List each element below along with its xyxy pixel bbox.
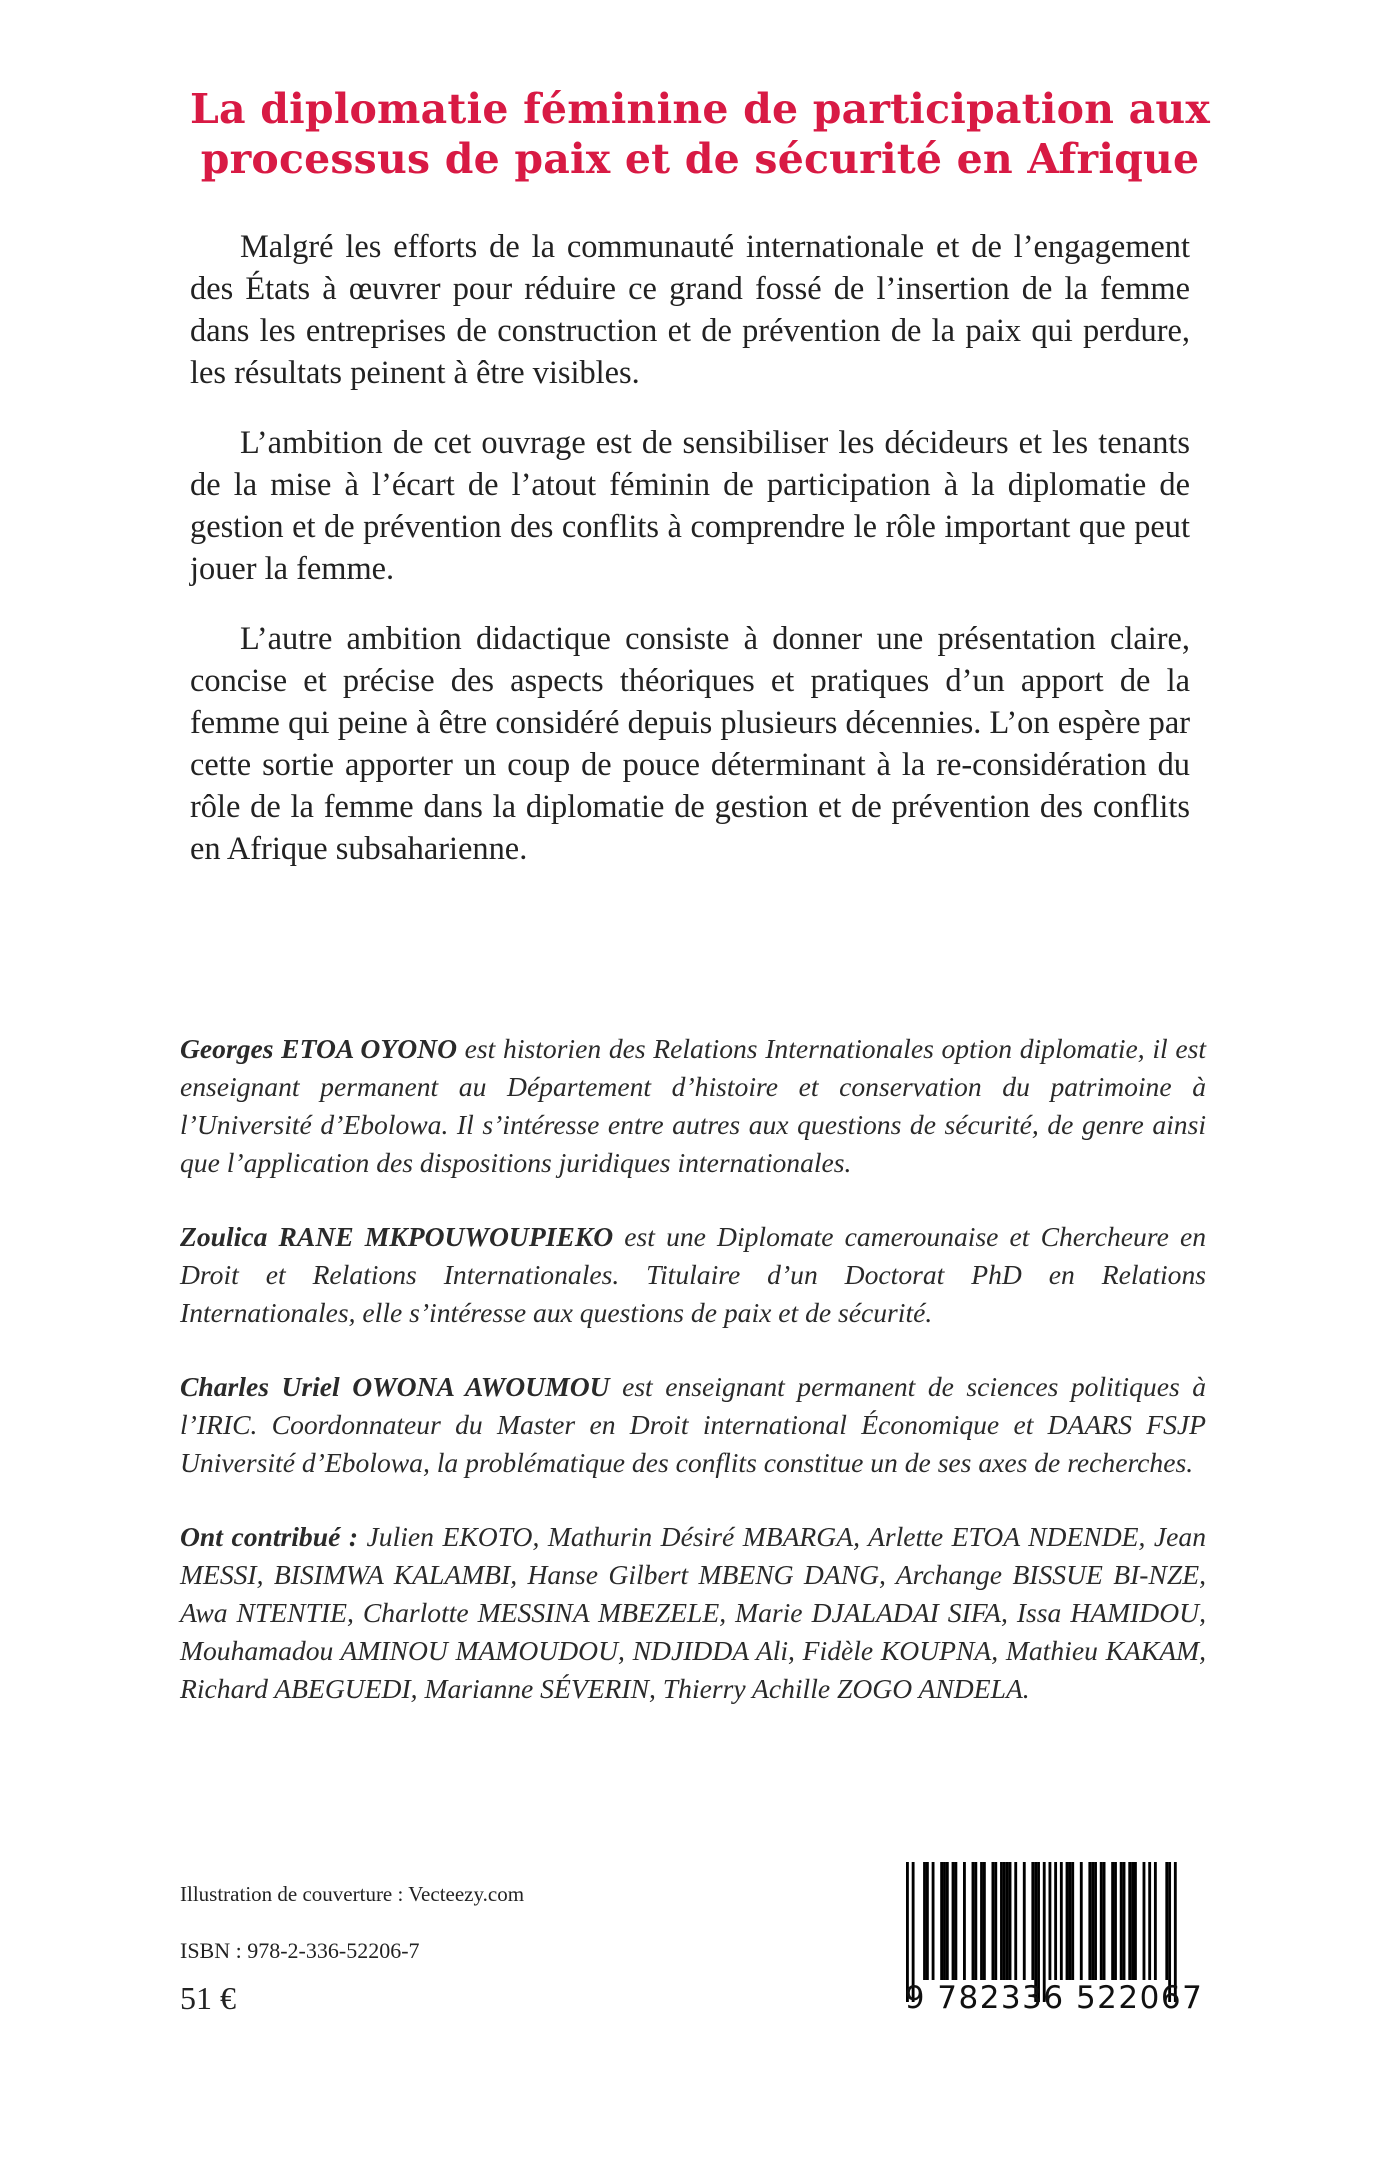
barcode-bar <box>1120 1862 1123 1980</box>
barcode-bar <box>926 1862 929 1980</box>
summary-paragraph: L’ambition de cet ouvrage est de sensibiliser les décideurs et les tenants de la mise à l’écart de l’atout féminin de participation à la diplomatie de gestion et de prévention des conflits à comprendre le rôle important que peut jouer la femme. <box>190 425 1190 587</box>
barcode-bar <box>932 1862 935 1980</box>
barcode-bar <box>1123 1862 1126 1980</box>
barcode-bar <box>1049 1862 1052 1980</box>
barcode-bar <box>946 1862 949 1980</box>
barcode-bar <box>1111 1862 1114 1980</box>
barcode-bar <box>1143 1862 1146 1980</box>
barcode-bar <box>1154 1862 1157 1980</box>
author-bio <box>180 1368 1206 1482</box>
barcode-bar <box>954 1862 957 1980</box>
author-bio <box>180 1218 1206 1332</box>
barcode-bar <box>992 1862 995 1980</box>
barcode-bar <box>1088 1862 1091 1980</box>
barcode-bar <box>972 1862 975 1980</box>
author-bios <box>180 1030 1206 1744</box>
barcode-bar <box>1134 1862 1137 1980</box>
author-name: Georges ETOA OYONO <box>180 1033 457 1064</box>
author-bio-text: est une Diplomate camerounaise et Chercheure en Droit et Relations Internationales. Titulaire d’un Doctorat PhD en Relations Internationales, elle s’intéresse aux questions de paix et de sécurité. <box>180 1221 1206 1328</box>
barcode-bar <box>1165 1862 1168 1980</box>
barcode-bar <box>1091 1862 1094 1980</box>
barcode-bar <box>1068 1862 1071 1980</box>
barcode-bar <box>1023 1862 1026 1980</box>
barcode-bar <box>1094 1862 1097 1980</box>
barcode-bar <box>1066 1862 1069 1980</box>
barcode-bar <box>1009 1862 1012 1980</box>
barcode-bar <box>943 1862 946 1980</box>
title-line-2: processus de paix et de sécurité en Afrique <box>200 135 1200 183</box>
barcode-bar <box>1128 1862 1131 1980</box>
author-name: Charles Uriel OWONA AWOUMOU <box>180 1371 610 1402</box>
price: 51 € <box>180 1980 236 2016</box>
barcode-bar <box>1131 1862 1134 1980</box>
barcode-bar <box>1148 1862 1151 1980</box>
barcode-bar <box>952 1862 955 1980</box>
barcode-bar <box>1103 1862 1106 1980</box>
barcode-digits: 9 782336 522067 <box>904 1980 1204 2016</box>
barcode-bar <box>1060 1862 1063 1980</box>
author-bio-text: est enseignant permanent de sciences politiques à l’IRIC. Coordonnateur du Master en Droit international Économique et DAARS FSJP Université d’Ebolowa, la problématique des conflits constitue un de ses axes de recherches. <box>180 1371 1206 1478</box>
barcode-bar <box>940 1862 943 1980</box>
author-name: Zoulica RANE MKPOUWOUPIEKO <box>180 1221 614 1252</box>
barcode-bar <box>980 1862 983 1980</box>
contributors <box>180 1518 1206 1708</box>
book-title <box>140 84 1260 184</box>
barcode-bar <box>1031 1862 1034 1980</box>
barcode-bar <box>923 1862 926 1980</box>
barcode-bar <box>1100 1862 1103 1980</box>
barcode-bar <box>1006 1862 1009 1980</box>
barcode-bar <box>983 1862 986 1980</box>
illustration-credit: Illustration de couverture : Vecteezy.com <box>180 1882 525 1906</box>
barcode-bar <box>1014 1862 1017 1980</box>
barcode-bar <box>974 1862 977 1980</box>
summary-paragraph: Malgré les efforts de la communauté internationale et de l’engagement des États à œuvrer pour réduire ce grand fossé de l’insertion de la femme dans les entreprises de construction et de prévention de la paix qui perdure, les résultats peinent à être visibles. <box>190 229 1190 391</box>
barcode-bar <box>994 1862 997 1980</box>
barcode-bar <box>1114 1862 1117 1980</box>
barcode-bar <box>963 1862 966 1980</box>
barcode-bar <box>1003 1862 1006 1980</box>
barcode-bar <box>1071 1862 1074 1980</box>
author-bio <box>180 1030 1206 1182</box>
summary <box>190 226 1190 898</box>
barcode-bar <box>1000 1862 1003 1980</box>
isbn: ISBN : 978-2-336-52206-7 <box>180 1938 420 1963</box>
barcode-bar <box>1080 1862 1083 1980</box>
author-bio-text: est historien des Relations Internationales option diplomatie, il est enseignant permanent au Département d’histoire et conservation du patrimoine à l’Université d’Ebolowa. Il s’intéresse entre autres aux questions de sécurité, de genre ainsi que l’application des dispositions juridiques internationales. <box>180 1033 1206 1178</box>
contributors-names: Julien EKOTO, Mathurin Désiré MBARGA, Arlette ETOA NDENDE, Jean MESSI, BISIMWA KALAMBI, Hanse Gilbert MBENG DANG, Archange BISSUE BI-NZE, Awa NTENTIE, Charlotte MESSINA MBEZELE, Marie DJALADAI SIFA, Issa HAMIDOU, Mouhamadou AMINOU MAMOUDOU, NDJIDDA Ali, Fidèle KOUPNA, Mathieu KAKAM, Richard ABEGUEDI, Marianne SÉVERIN, Thierry Achille ZOGO ANDELA. <box>180 1521 1206 1704</box>
title-line-1: La diplomatie féminine de participation aux <box>189 85 1211 133</box>
summary-paragraph: L’autre ambition didactique consiste à donner une présentation claire, concise et précise des aspects théoriques et pratiques d’un apport de la femme qui peine à être considéré depuis plusieurs décennies. L’on espère par cette sortie apporter un coup de pouce déterminant à la re-considération du rôle de la femme dans la diplomatie de gestion et de prévention des conflits en Afrique subsaharienne. <box>190 621 1190 867</box>
contributors-label: Ont contribué : <box>180 1521 359 1552</box>
barcode-bar <box>1054 1862 1057 1980</box>
